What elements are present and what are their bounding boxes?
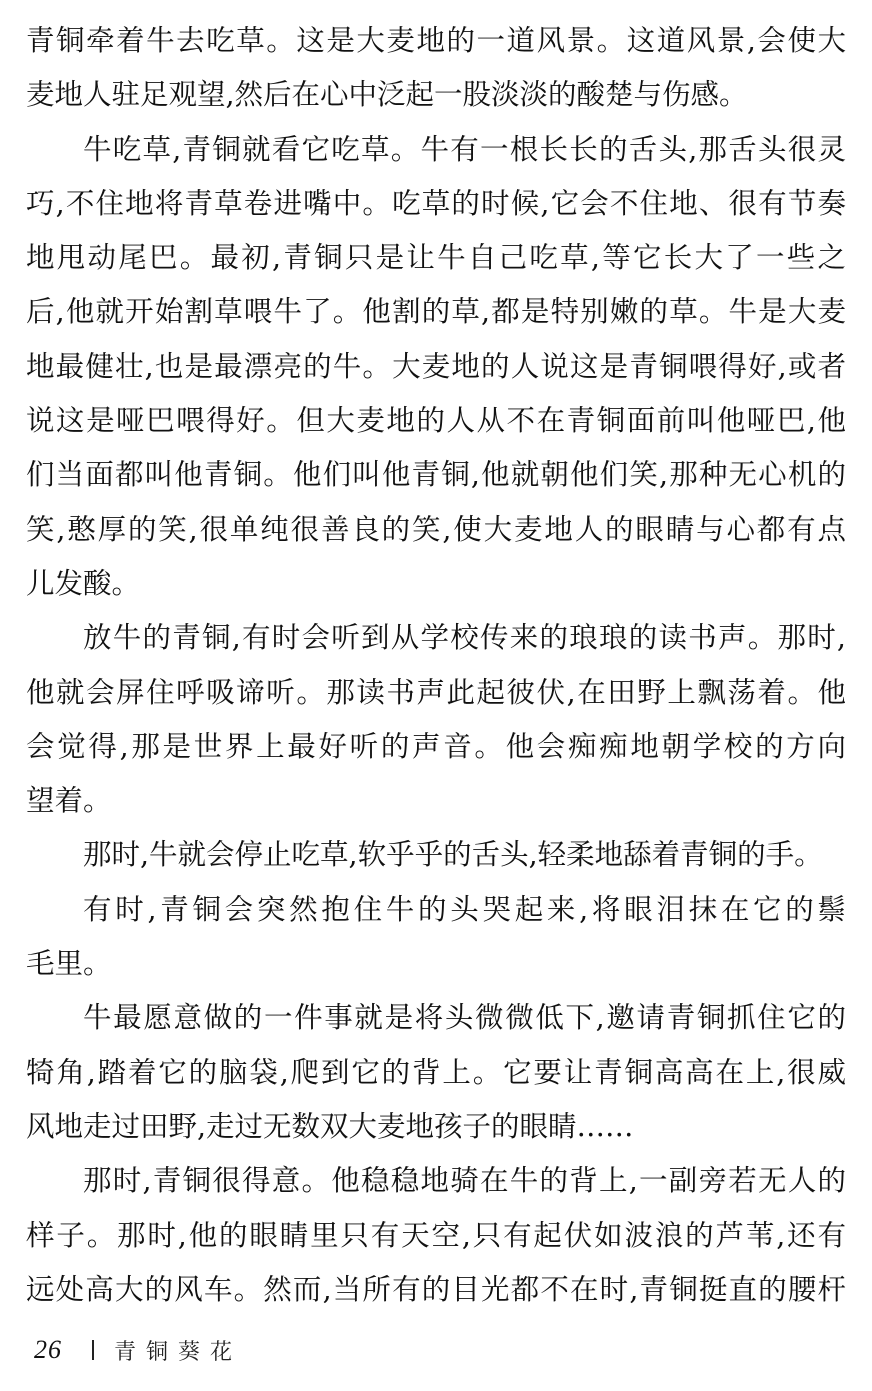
text-line: 青铜牵着牛去吃草。这是大麦地的一道风景。这道风景,会使大 — [26, 24, 846, 57]
page-number: 26 — [34, 1335, 62, 1364]
paragraph — [26, 828, 846, 882]
text-line: 有时,青铜会突然抱住牛的头哭起来,将眼泪抹在它的鬃 — [83, 892, 846, 926]
text-line: 他就会屏住呼吸谛听。那读书声此起彼伏,在田野上飘荡着。他 — [26, 675, 846, 709]
text-line: 地甩动尾巴。最初,青铜只是让牛自己吃草,等它长大了一些之 — [26, 241, 846, 275]
text-line: 会觉得,那是世界上最好听的声音。他会痴痴地朝学校的方向 — [26, 729, 846, 763]
footer-divider — [92, 1340, 94, 1360]
text-line: 笑,憨厚的笑,很单纯很善良的笑,使大麦地人的眼睛与心都有点 — [26, 512, 846, 546]
text-line: 放牛的青铜,有时会听到从学校传来的琅琅的读书声。那时, — [83, 621, 846, 655]
page-footer — [34, 1330, 242, 1370]
paragraph — [26, 991, 846, 1154]
text-line: 毛里。 — [26, 947, 112, 981]
text-line: 牛吃草,青铜就看它吃草。牛有一根长长的舌头,那舌头很灵 — [83, 132, 846, 166]
text-line: 们当面都叫他青铜。他们叫他青铜,他就朝他们笑,那种无心机的 — [26, 458, 846, 492]
text-line: 儿发酸。 — [26, 566, 141, 600]
paragraph — [26, 14, 846, 123]
text-line: 巧,不住地将青草卷进嘴中。吃草的时候,它会不住地、很有节奏 — [26, 186, 846, 220]
text-line: 犄角,踏着它的脑袋,爬到它的背上。它要让青铜高高在上,很威 — [26, 1055, 846, 1089]
text-line: 后,他就开始割草喂牛了。他割的草,都是特别嫩的草。牛是大麦 — [26, 295, 846, 329]
paragraph — [26, 123, 846, 612]
paragraph — [26, 1154, 846, 1317]
body-text — [26, 14, 846, 1317]
text-line: 样子。那时,他的眼睛里只有天空,只有起伏如波浪的芦苇,还有 — [26, 1218, 846, 1252]
text-line: 风地走过田野,走过无数双大麦地孩子的眼睛…… — [26, 1109, 634, 1143]
text-line: 牛最愿意做的一件事就是将头微微低下,邀请青铜抓住它的 — [83, 1001, 846, 1035]
text-line: 说这是哑巴喂得好。但大麦地的人从不在青铜面前叫他哑巴,他 — [26, 404, 846, 438]
text-line: 地最健壮,也是最漂亮的牛。大麦地的人说这是青铜喂得好,或者 — [26, 349, 846, 383]
text-line: 那时,牛就会停止吃草,软乎乎的舌头,轻柔地舔着青铜的手。 — [83, 838, 823, 872]
text-line: 麦地人驻足观望,然后在心中泛起一股淡淡的酸楚与伤感。 — [26, 78, 748, 112]
text-line: 远处高大的风车。然而,当所有的目光都不在时,青铜挺直的腰杆 — [26, 1272, 846, 1306]
text-line: 望着。 — [26, 784, 112, 818]
text-line: 那时,青铜很得意。他稳稳地骑在牛的背上,一副旁若无人的 — [83, 1164, 846, 1198]
paragraph — [26, 611, 846, 828]
paragraph — [26, 883, 846, 992]
book-title: 青铜葵花 — [114, 1339, 243, 1365]
